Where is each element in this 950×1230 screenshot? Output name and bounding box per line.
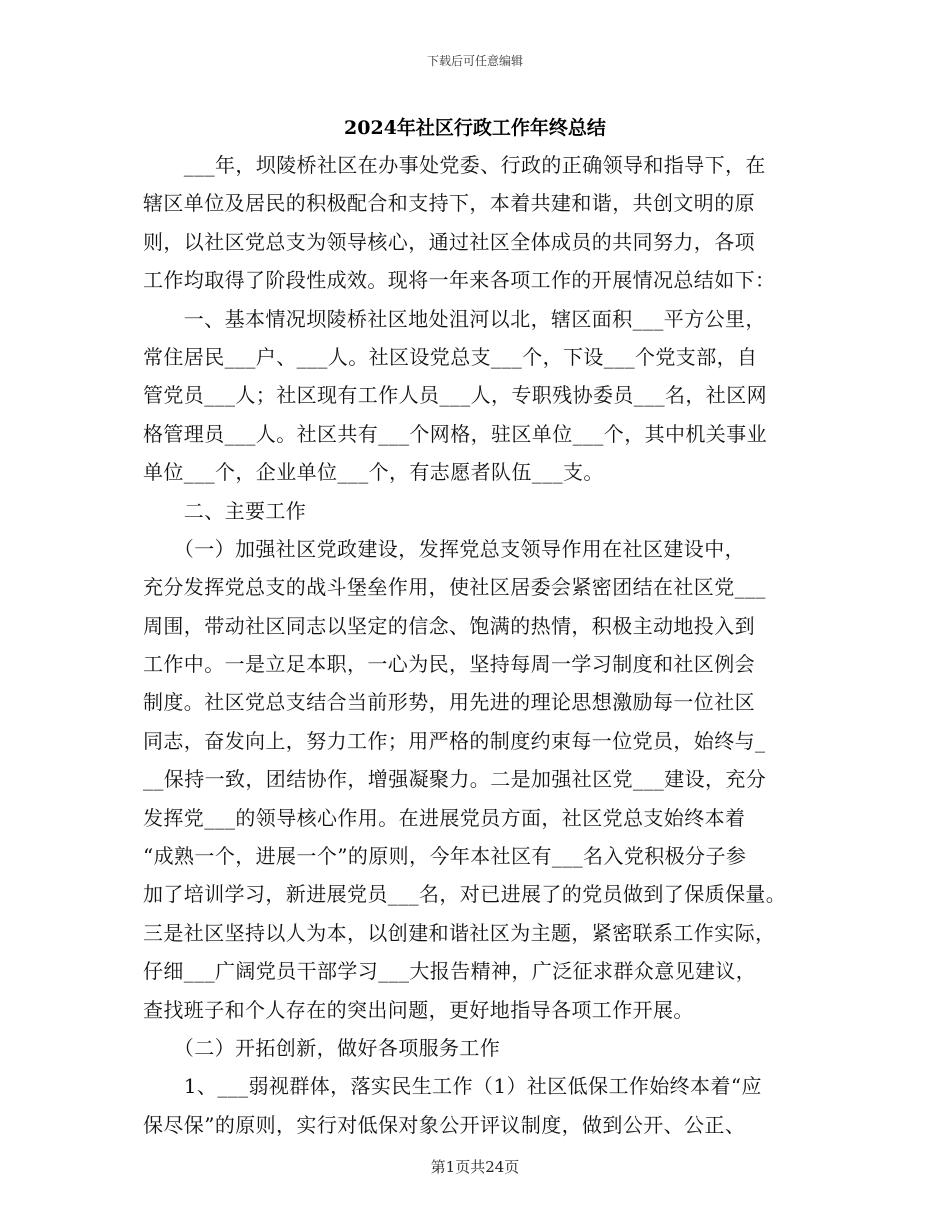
body-line: 工作中。一是立足本职，一心为民，坚持每周一学习制度和社区例会 — [143, 652, 755, 677]
body-line: 1、___弱视群体，落实民生工作（1）社区低保工作始终本着“应 — [143, 1074, 762, 1099]
page-header-note: 下载后可任意编辑 — [426, 54, 523, 68]
body-line: 周围，带动社区同志以坚定的信念、饱满的热情，积极主动地投入到 — [143, 613, 755, 638]
body-line: 发挥党___的领导核心作用。在进展党员方面，社区党总支始终本着 — [143, 805, 746, 830]
section-heading: （二）开拓创新，做好各项服务工作 — [143, 1035, 501, 1060]
body-line: 辖区单位及居民的积极配合和支持下，本着共建和谐，共创文明的原 — [143, 191, 755, 216]
body-line: __保持一致，团结协作，增强凝聚力。二是加强社区党___建设，充分 — [143, 767, 767, 792]
page-number: 第1页共24页 — [430, 1158, 520, 1176]
body-line: 则，以社区党总支为领导核心，通过社区全体成员的共同努力，各项 — [143, 229, 755, 254]
body-line: 仔细___广阔党员干部学习___大报告精神，广泛征求群众意见建议， — [143, 959, 757, 984]
body-line: 管党员___人；社区现有工作人员___人，专职残协委员___名，社区网 — [143, 383, 767, 408]
body-line: 保尽保”的原则，实行对低保对象公开评议制度，做到公开、公正、 — [143, 1112, 746, 1137]
body-line: 格管理员___人。社区共有___个网格，驻区单位___个，其中机关事业 — [143, 421, 767, 446]
body-line: 加了培训学习，新进展党员___名，对已进展了的党员做到了保质保量。 — [143, 882, 787, 907]
document-body — [143, 146, 823, 1144]
body-line: “成熟一个，进展一个”的原则，今年本社区有___名入党积极分子参 — [143, 844, 747, 869]
document-title: 2024年社区行政工作年终总结 — [344, 117, 606, 139]
body-line: （一）加强社区党政建设，发挥党总支领导作用在社区建设中， — [143, 536, 745, 561]
body-line: 充分发挥党总支的战斗堡垒作用，使社区居委会紧密团结在社区党___ — [143, 575, 766, 600]
body-line: 常住居民___户、___人。社区设党总支___个，下设___个党支部，自 — [143, 344, 758, 369]
body-line: 三是社区坚持以人为本，以创建和谐社区为主题，紧密联系工作实际， — [143, 920, 776, 945]
body-line: ___年，坝陵桥社区在办事处党委、行政的正确领导和指导下，在 — [143, 153, 766, 177]
body-line: 一、基本情况坝陵桥社区地处沮河以北，辖区面积___平方公里， — [143, 306, 766, 331]
body-line: 单位___个，企业单位___个，有志愿者队伍___支。 — [143, 460, 604, 485]
body-line: 查找班子和个人存在的突出问题，更好地指导各项工作开展。 — [143, 997, 694, 1022]
body-line: 制度。社区党总支结合当前形势，用先进的理论思想激励每一位社区 — [143, 690, 755, 715]
body-line: 工作均取得了阶段性成效。现将一年来各项工作的开展情况总结如下： — [143, 268, 776, 293]
body-line: 同志，奋发向上，努力工作；用严格的制度约束每一位党员，始终与_ — [143, 728, 766, 753]
section-heading: 二、主要工作 — [143, 498, 307, 523]
